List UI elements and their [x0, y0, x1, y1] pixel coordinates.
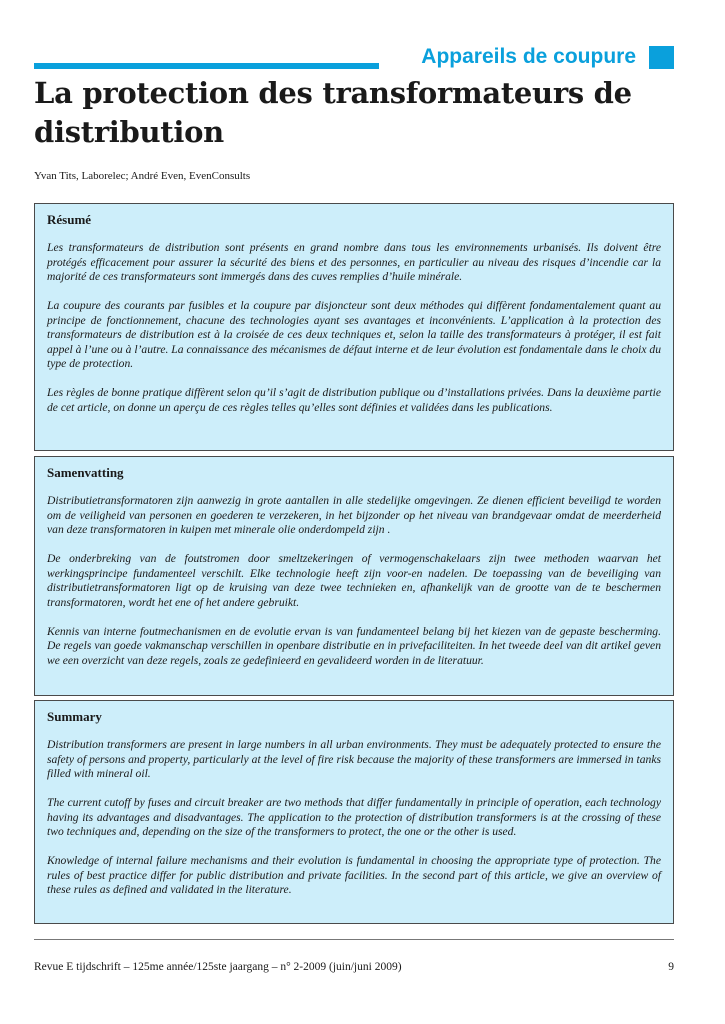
abstract-box-english: [34, 700, 674, 924]
section-title: Appareils de coupure: [421, 45, 636, 68]
header-rule: [34, 63, 379, 69]
abstract-paragraph: Les règles de bonne pratique diffèrent selon qu’il s’agit de distribution publique ou d’installations privées. Dans la deuxième partie de cet article, on donne un aperçu de ces règles telles qu’elles sont définies et validées dans les publications.: [47, 386, 661, 414]
abstract-heading-dutch: Samenvatting: [47, 465, 124, 480]
abstract-box-french: [34, 203, 674, 451]
section-marker: [649, 46, 674, 69]
abstract-heading-french: Résumé: [47, 212, 92, 227]
abstract-paragraph: The current cutoff by fuses and circuit breaker are two methods that differ fundamentally in principle of operation, each technology having its advantages and disadvantages. The application to the protection of distribution transformers is at the crossing of these two techniques and, depending on the size of the transformers to protect, the one or the other is used.: [47, 796, 661, 838]
abstract-paragraph: De onderbreking van de foutstromen door smeltzekeringen of vermogenschakelaars zijn twee methoden waarvan het werkingsprincipe fundamenteel verschilt. Elke technologie heeft zijn voor-en nadelen. De toepassing van de beveiliging van distributietransformatoren ligt op de kruising van deze twee technieken en, afhankelijk van de grootte van de te beschermen transformatoren, wordt het ene of het andere gebruikt.: [47, 552, 661, 609]
footer-rule: [34, 939, 674, 940]
abstract-box-dutch: [34, 456, 674, 696]
article-authors: Yvan Tits, Laborelec; André Even, EvenConsults: [34, 170, 251, 182]
article-title: La protection des transformateurs de distribution: [34, 76, 632, 149]
abstract-paragraph: Les transformateurs de distribution sont présents en grand nombre dans tous les environnements urbanisés. Ils doivent être protégés efficacement pour assurer la sécurité des biens et des personnes, en particulier au niveau des risques d’incendie car la majorité de ces transformateurs sont immergés dans des cuves remplies d’huile minérale.: [47, 241, 661, 283]
abstract-paragraph: Distribution transformers are present in large numbers in all urban environments. They must be adequately protected to ensure the safety of persons and property, particularly at the level of fire risk because the majority of these transformers are immersed in tanks filled with mineral oil.: [47, 738, 661, 780]
abstract-paragraph: Distributietransformatoren zijn aanwezig in grote aantallen in alle stedelijke omgevingen. Ze dienen efficient beveiligd te worden om de veiligheid van personen en goederen te verzekeren, in het bijzonder op het niveau van brandgevaar omdat de meerderheid van deze transformatoren in kuipen met minerale olie onderdompeld zijn .: [47, 494, 661, 536]
abstract-paragraph: La coupure des courants par fusibles et la coupure par disjoncteur sont deux méthodes qui diffèrent fondamentalement quant au principe de fonctionnement, chacune des technologies ayant ses avantages et inconvénients. L’application à la protection des transformateurs de distribution est à la croisée de ces deux techniques et, selon la taille des transformateurs à protéger, il est fait appel à l’une ou à l’autre. La connaissance des mécanismes de défaut interne et de leur évolution est fondamentale dans le choix du type de protection.: [47, 299, 661, 370]
abstract-heading-english: Summary: [47, 709, 102, 724]
abstract-paragraph: Knowledge of internal failure mechanisms and their evolution is fundamental in choosing the appropriate type of protection. The rules of best practice differ for public distribution and private facilities. In the second part of this article, we give an overview of these rules as defined and validated in the literature.: [47, 854, 661, 896]
footer-citation: Revue E tijdschrift – 125me année/125ste jaargang – n° 2-2009 (juin/juni 2009): [34, 961, 402, 973]
abstract-paragraph: Kennis van interne foutmechanismen en de evolutie ervan is van fundamenteel belang bij het kiezen van de gepaste bescherming. De regels van goede vakmanschap verschillen in openbare distributie en in privefaciliteiten. In het tweede deel van dit artikel geven we een overzicht van deze regels, zoals ze gedefinieerd en gevalideerd worden in de literatuur.: [47, 624, 661, 667]
page-number: 9: [668, 961, 674, 973]
